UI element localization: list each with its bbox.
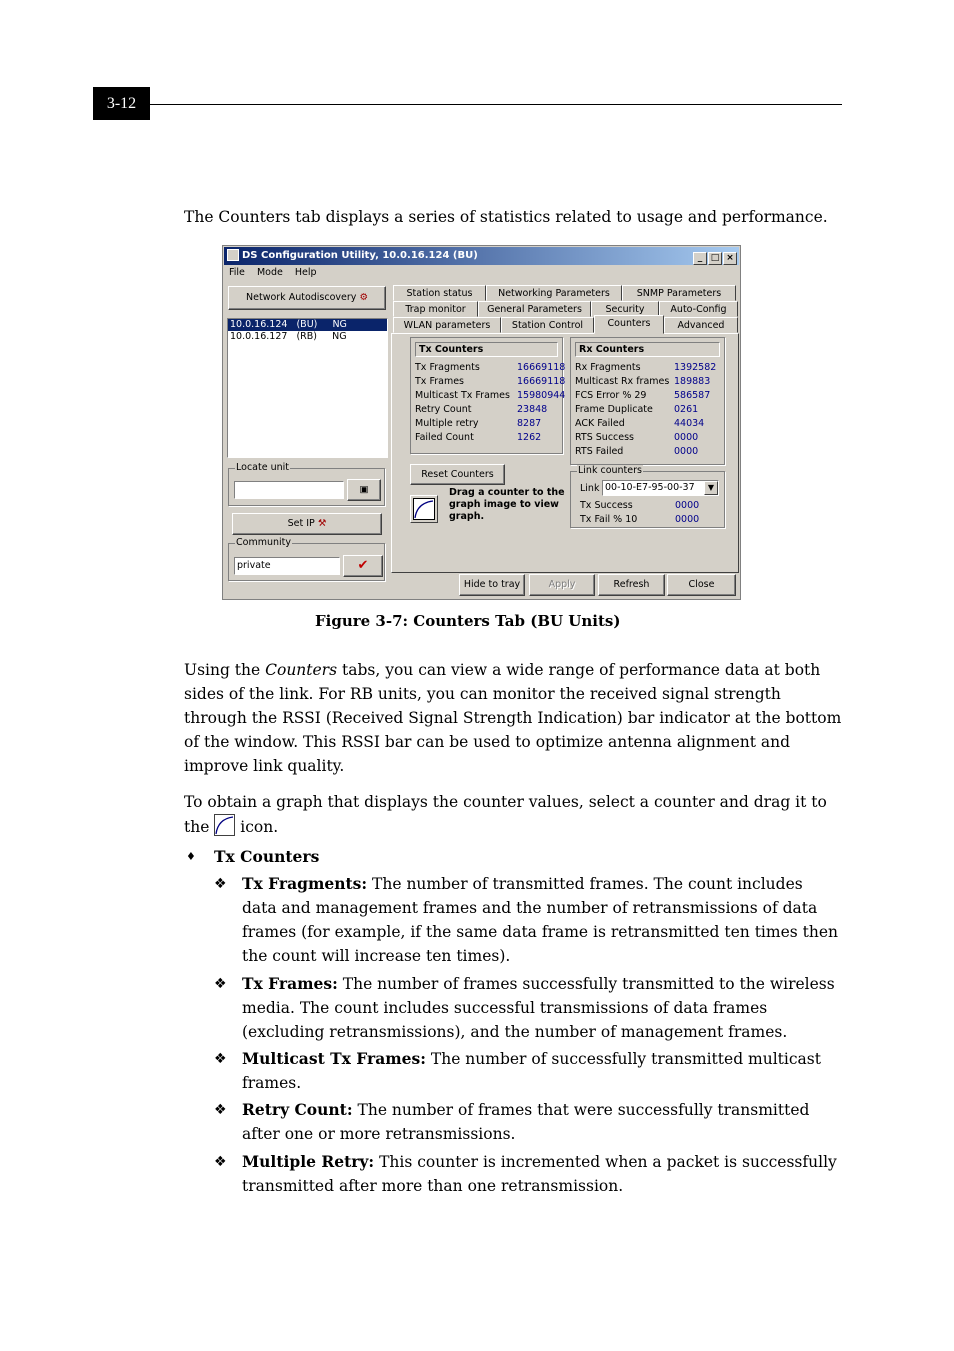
graph-icon-inline	[214, 814, 235, 836]
list-item[interactable]: 10.0.16.127 (RB) NG	[230, 331, 347, 342]
tx-row-retry-count[interactable]: Retry Count 23848	[415, 404, 548, 415]
four-diamond-bullet-icon: ❖	[214, 1102, 227, 1118]
four-diamond-bullet-icon: ❖	[214, 876, 227, 892]
four-diamond-bullet-icon: ❖	[214, 1051, 227, 1067]
link-select[interactable]	[602, 480, 719, 496]
link-select-value: 00-10-E7-95-00-37	[605, 482, 695, 493]
rx-counters-title: Rx Counters	[575, 342, 720, 357]
set-ip-button[interactable]	[232, 513, 382, 535]
tab-station-control[interactable]: Station Control	[501, 317, 594, 333]
maximize-button[interactable]: □	[708, 252, 722, 265]
tx-row-multicast-tx-frames[interactable]: Multicast Tx Frames 15980944	[415, 390, 566, 401]
header-rule	[150, 104, 842, 105]
list-item[interactable]: 10.0.16.124 (BU) NG	[228, 319, 387, 331]
rx-counters-group	[570, 337, 725, 465]
network-autodiscovery-label: Network Autodiscovery	[246, 292, 357, 303]
community-group	[228, 537, 385, 581]
menu-file[interactable]: File	[229, 267, 245, 278]
four-diamond-bullet-icon: ❖	[214, 1154, 227, 1170]
para2-post: icon.	[235, 818, 279, 836]
counters-panel	[391, 333, 739, 573]
tab-station-status[interactable]: Station status	[393, 285, 486, 301]
tab-trap-monitor[interactable]: Trap monitor	[393, 301, 478, 317]
para1-pre: Using the	[184, 661, 266, 679]
diamond-bullet-icon: ♦	[186, 850, 196, 863]
figure-caption: Figure 3-7: Counters Tab (BU Units)	[315, 612, 621, 630]
minimize-button[interactable]: _	[693, 252, 707, 265]
menu-help[interactable]: Help	[294, 267, 317, 278]
counters-paragraph	[184, 658, 844, 778]
locate-unit-input[interactable]	[234, 481, 344, 499]
tab-networking-parameters[interactable]: Networking Parameters	[486, 285, 622, 301]
locate-unit-label: Locate unit	[236, 462, 289, 473]
dropdown-arrow-icon[interactable]: ▼	[704, 481, 718, 495]
para1-emphasis: Counters	[265, 661, 338, 679]
rx-row-rx-fragments[interactable]: Rx Fragments 1392582	[575, 362, 717, 373]
tx-row-failed-count[interactable]: Failed Count 1262	[415, 432, 542, 443]
tx-row-tx-frames[interactable]: Tx Frames 16669118	[415, 376, 566, 387]
link-counters-title: Link counters	[578, 465, 642, 476]
tx-row-tx-fragments[interactable]: Tx Fragments 16669118	[415, 362, 566, 373]
locate-unit-group	[228, 462, 385, 506]
community-input[interactable]: private	[234, 557, 340, 575]
menu-bar	[229, 267, 326, 278]
intro-paragraph: The Counters tab displays a series of statistics related to usage and performance.	[184, 208, 828, 226]
refresh-button[interactable]: Refresh	[598, 574, 665, 596]
para2-pre: the	[184, 818, 215, 836]
rx-row-rts-success[interactable]: RTS Success 0000	[575, 432, 699, 443]
close-window-button[interactable]: ×	[723, 252, 737, 265]
tx-counters-title: Tx Counters	[415, 342, 558, 357]
link-counters-group	[570, 465, 725, 528]
graph-curve-icon	[414, 499, 434, 519]
set-ip-label: Set IP	[287, 518, 315, 529]
link-label: Link	[580, 483, 600, 494]
page-number: 3-12	[93, 87, 150, 120]
title-bar	[224, 247, 739, 265]
unit-list[interactable]	[227, 318, 388, 458]
menu-mode[interactable]: Mode	[256, 267, 283, 278]
network-autodiscovery-button[interactable]	[228, 286, 386, 310]
locate-button[interactable]	[347, 479, 381, 501]
rx-row-multicast-rx-frames[interactable]: Multicast Rx frames 189883	[575, 376, 711, 387]
set-ip-icon: ⚒	[317, 518, 327, 529]
rx-row-rts-failed[interactable]: RTS Failed 0000	[575, 446, 699, 457]
graph-paragraph	[184, 790, 844, 839]
link-row-tx-fail[interactable]: Tx Fail % 10 0000	[580, 514, 700, 525]
link-row-tx-success[interactable]: Tx Success 0000	[580, 500, 700, 511]
tx-row-multiple-retry[interactable]: Multiple retry 8287	[415, 418, 542, 429]
app-icon	[227, 249, 239, 261]
close-button[interactable]: Close	[667, 574, 736, 596]
rx-row-frame-duplicate[interactable]: Frame Duplicate 0261	[575, 404, 699, 415]
config-utility-window	[222, 245, 741, 600]
tab-snmp-parameters[interactable]: SNMP Parameters	[622, 285, 736, 301]
para2-line1: To obtain a graph that displays the counter values, select a counter and drag it to	[184, 793, 827, 811]
drag-hint: Drag a counter to the graph image to view graph.	[449, 487, 565, 522]
tab-advanced[interactable]: Advanced	[664, 317, 738, 333]
hide-to-tray-button[interactable]: Hide to tray	[459, 574, 525, 596]
community-label: Community	[236, 537, 291, 548]
tx-counters-heading: Tx Counters	[214, 847, 320, 866]
tab-general-parameters[interactable]: General Parameters	[478, 301, 591, 317]
para1-post: tabs, you can view a wide range of performance data at both sides of the link. For RB units, you can monitor the received signal strength through the RSSI (Received Signal Strength Indication) bar indicator at the bottom of the window. This RSSI bar can be used to optimize antenna alignment and improve link quality.	[184, 661, 842, 775]
tab-counters[interactable]: Counters	[594, 315, 664, 334]
network-icon: ⚙	[359, 292, 368, 303]
apply-community-button[interactable]	[343, 555, 383, 577]
reset-counters-button[interactable]: Reset Counters	[410, 464, 505, 485]
rx-row-ack-failed[interactable]: ACK Failed 44034	[575, 418, 705, 429]
apply-button[interactable]: Apply	[529, 574, 595, 596]
tab-wlan-parameters[interactable]: WLAN parameters	[393, 317, 501, 333]
tab-security[interactable]: Security	[591, 301, 659, 317]
tx-counters-group	[410, 337, 566, 454]
checkmark-icon: ✔	[357, 558, 369, 573]
locate-icon: ▣	[359, 484, 369, 495]
graph-icon[interactable]	[410, 495, 438, 523]
tab-auto-config[interactable]: Auto-Config	[659, 301, 738, 317]
window-title: DS Configuration Utility, 10.0.16.124 (BU)	[242, 250, 478, 261]
four-diamond-bullet-icon: ❖	[214, 976, 227, 992]
rx-row-fcs-error[interactable]: FCS Error % 29 586587	[575, 390, 711, 401]
